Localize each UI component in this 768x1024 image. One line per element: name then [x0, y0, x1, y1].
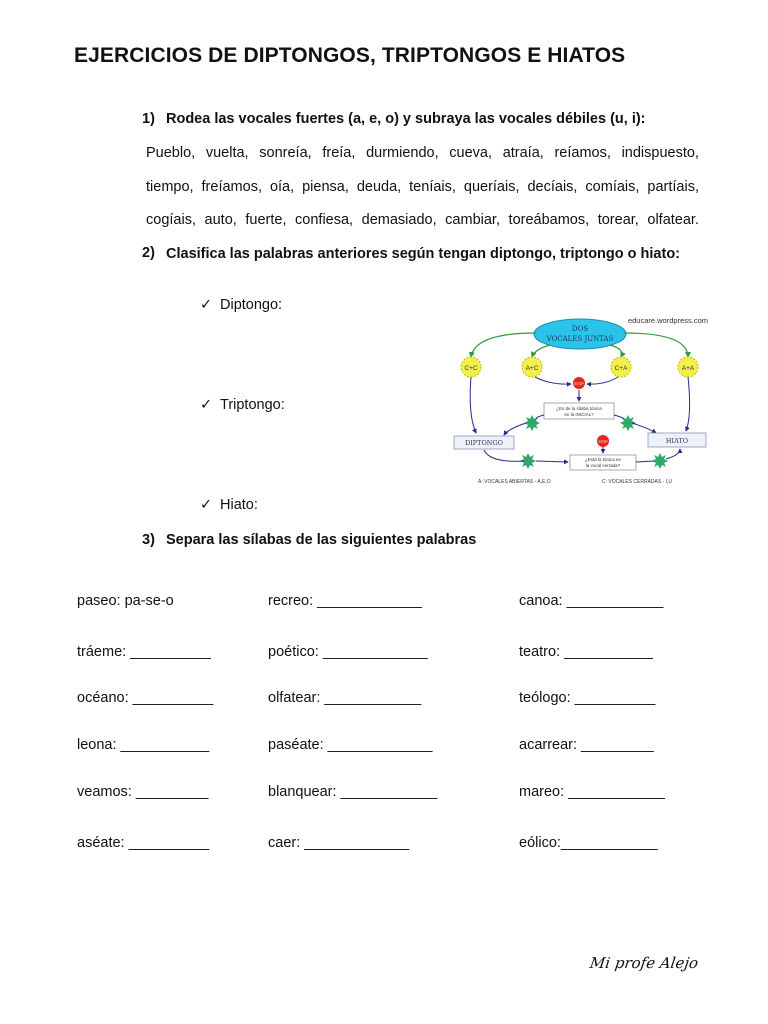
word: atraía,: [502, 145, 544, 161]
word: auto,: [204, 212, 237, 228]
exercise-item: océano: __________: [77, 690, 214, 706]
question-3-text: Separa las sílabas de las siguientes palabras: [166, 532, 477, 548]
checklist-label: Hiato:: [220, 497, 258, 513]
stop-label: STOP: [598, 440, 608, 444]
word: partíais,: [647, 179, 699, 195]
checkmark-icon: ✓: [200, 297, 213, 313]
word: cogíais,: [146, 212, 196, 228]
word: Pueblo,: [146, 145, 196, 161]
word: tiempo,: [146, 179, 194, 195]
word: olfatear.: [647, 212, 699, 228]
checklist-item-diptongo: [200, 297, 282, 313]
exercise-item: teólogo: __________: [519, 690, 656, 706]
exercise-item: eólico:____________: [519, 835, 658, 851]
node-ac-label: A+C: [525, 365, 539, 372]
node-cc-label: C+C: [464, 365, 478, 372]
exercise-item: tráeme: __________: [77, 644, 211, 660]
top-label-line1: DOS: [571, 325, 589, 333]
word-line: [146, 212, 699, 228]
signature: Mi profe Alejo: [588, 954, 700, 972]
word: torear,: [597, 212, 639, 228]
word: toreábamos,: [508, 212, 590, 228]
word: comíais,: [585, 179, 640, 195]
question-box-2-line1: ¿Está la tónica en: [584, 457, 622, 462]
exercise-item: mareo: ____________: [519, 784, 665, 800]
word: cambiar,: [445, 212, 500, 228]
question-1-number: 1): [142, 111, 155, 127]
legend-closed-vowels: C: VOCALES CERRADAS - I,U: [602, 479, 673, 485]
checkmark-icon: ✓: [200, 397, 213, 413]
word: oía,: [269, 179, 295, 195]
word: sonreía,: [259, 145, 312, 161]
word-line: [146, 145, 699, 161]
checklist-item-hiato: [200, 497, 258, 513]
word: teníais,: [409, 179, 456, 195]
question-2-number: 2): [142, 245, 155, 261]
word: vuelta,: [205, 145, 249, 161]
exercise-item: paseo: pa-se-o: [77, 593, 174, 609]
checklist-label: Triptongo:: [220, 397, 285, 413]
word: freíamos,: [201, 179, 262, 195]
word: decíais,: [527, 179, 578, 195]
exercise-item: paséate: _____________: [268, 737, 433, 753]
word: demasiado,: [361, 212, 437, 228]
checklist-item-triptongo: [200, 397, 285, 413]
stop-label: STOP: [574, 382, 584, 386]
word: queríais,: [463, 179, 520, 195]
diagram-source: educare.wordpress.com: [627, 316, 708, 325]
diphthong-flow-diagram: [440, 305, 715, 490]
node-ca-label: C+A: [614, 365, 628, 372]
diptongo-label: DIPTONGO: [464, 439, 504, 447]
word: deuda,: [356, 179, 402, 195]
question-box-1-line1: ¿Es de la sílaba tónica: [556, 406, 602, 411]
page-title: EJERCICIOS DE DIPTONGOS, TRIPTONGOS E HIATOS: [74, 44, 626, 67]
exercise-item: acarrear: _________: [519, 737, 654, 753]
top-label-line2: VOCALES JUNTAS: [546, 335, 614, 343]
hiato-label: HIATO: [665, 437, 689, 445]
word: durmiendo,: [366, 145, 439, 161]
exercise-item: aséate: __________: [77, 835, 210, 851]
word: reíamos,: [554, 145, 611, 161]
exercise-item: caer: _____________: [268, 835, 410, 851]
word: freía,: [322, 145, 356, 161]
exercise-item: leona: ___________: [77, 737, 210, 753]
exercise-item: teatro: ___________: [519, 644, 653, 660]
legend-open-vowels: A: VOCALES ABIERTAS - A,E,O: [478, 479, 551, 485]
question-2-text: Clasifica las palabras anteriores según tengan diptongo, triptongo o hiato:: [166, 246, 681, 262]
word-line: [146, 179, 699, 195]
question-box-1-line2: en la INICIAL?: [564, 412, 594, 417]
exercise-item: blanquear: ____________: [268, 784, 438, 800]
word: confiesa,: [295, 212, 354, 228]
question-1-text: Rodea las vocales fuertes (a, e, o) y subraya las vocales débiles (u, i):: [166, 111, 646, 127]
exercise-item: olfatear: ____________: [268, 690, 422, 706]
exercise-item: veamos: _________: [77, 784, 209, 800]
question-box-2-line2: la vocal cerrada?: [585, 463, 621, 468]
node-aa-label: A+A: [681, 365, 695, 372]
checklist-label: Diptongo:: [220, 297, 283, 313]
burst-icon: [652, 453, 668, 469]
word: fuerte,: [245, 212, 287, 228]
top-ellipse: [534, 319, 626, 349]
question-3-number: 3): [142, 532, 155, 548]
word: piensa,: [302, 179, 349, 195]
exercise-item: canoa: ____________: [519, 593, 664, 609]
exercise-item: poético: _____________: [268, 644, 428, 660]
word: indispuesto,: [621, 145, 699, 161]
checkmark-icon: ✓: [200, 497, 213, 513]
word: cueva,: [449, 145, 493, 161]
exercise-item: recreo: _____________: [268, 593, 422, 609]
